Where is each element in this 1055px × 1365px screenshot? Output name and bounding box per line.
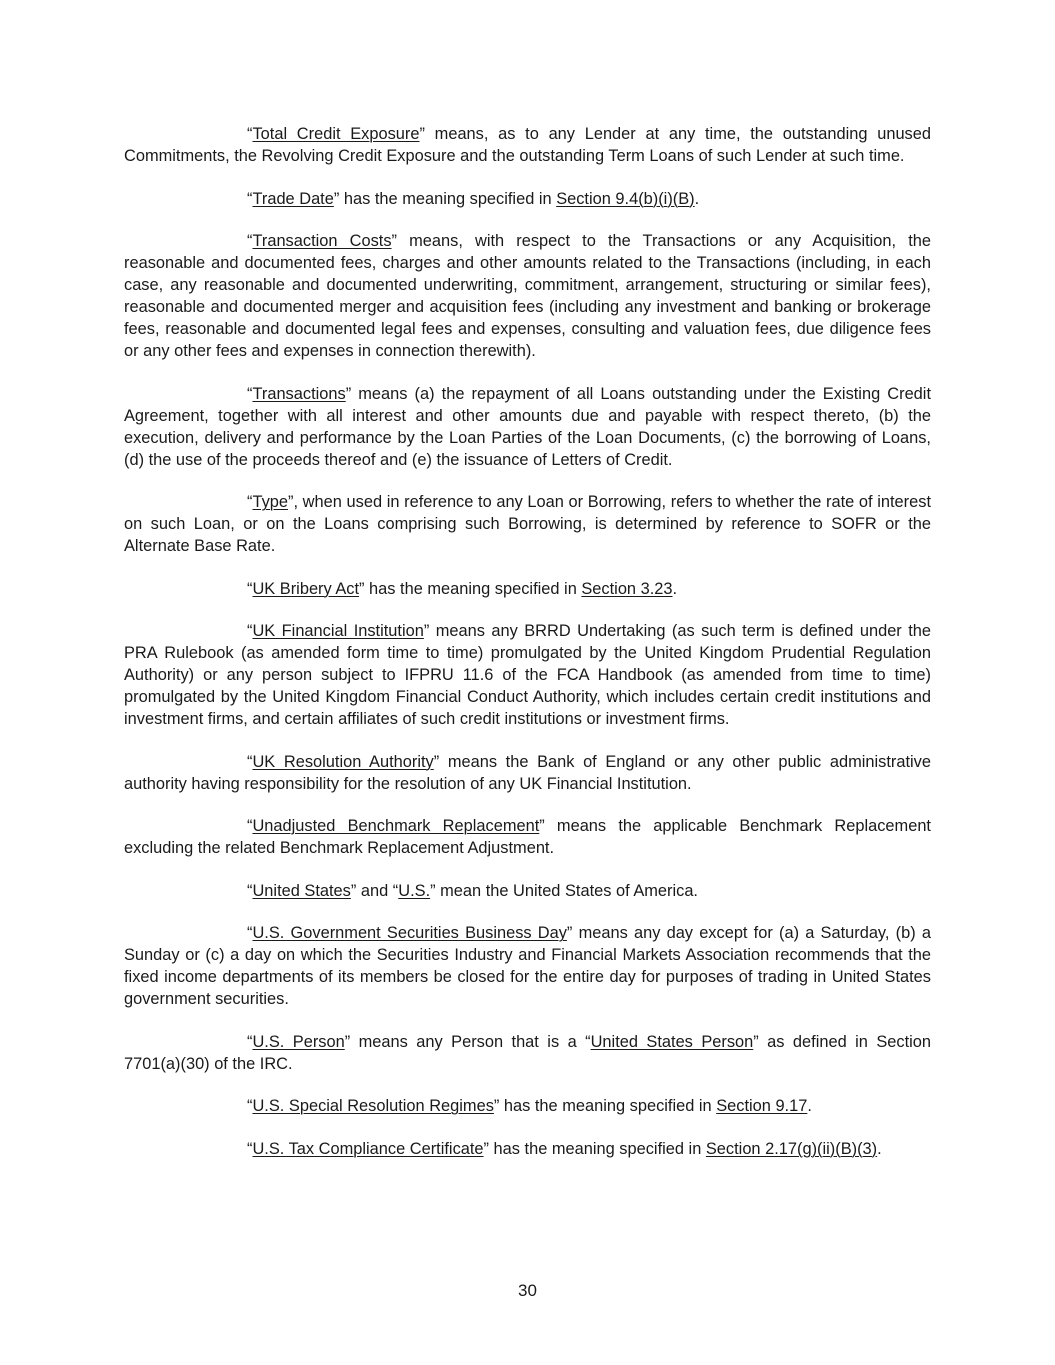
cross-reference: United States Person — [590, 1032, 754, 1051]
definition-text: ” as defined in Section 7701(a)(30) of the IRC. — [124, 1032, 932, 1073]
definition-paragraph — [124, 620, 931, 730]
definition-text: “ — [247, 752, 253, 771]
defined-term: U.S. Government Securities Business Day — [252, 924, 567, 942]
definition-text: ” has the meaning specified in — [493, 1097, 717, 1115]
page-number: 30 — [518, 1281, 537, 1300]
cross-reference: U.S. — [398, 881, 431, 900]
definition-paragraph — [124, 188, 931, 210]
definition-text: “ — [247, 1139, 253, 1158]
definition-text: “ — [247, 1097, 253, 1115]
definition-text: ” means, as to any Lender at any time, the outstanding unused Commitments, the Revolving Credit Exposure and the outstanding Term Loans of such Lender at such time. — [124, 125, 931, 165]
definition-paragraph — [124, 1095, 931, 1117]
cross-reference: Section 3.23 — [581, 579, 673, 598]
definition-text: ” has the meaning specified in — [333, 189, 557, 208]
definition-paragraph — [124, 815, 931, 859]
definition-text: ” and “ — [350, 881, 399, 900]
definition-paragraph — [124, 1138, 931, 1160]
definition-text: ” means, with respect to the Transactions or any Acquisition, the reasonable and documented fees, charges and other amounts related to the Transactions (including, in each case, any reasonable and documented underwriting, commitment, arrangement, structuring or similar fees), reasonable and documented merger and acquisition fees (including any investment and banking or brokerage fees, reasonable and documented legal fees and expenses, consulting and valuation fees, due diligence fees or any other fees and expenses in connection therewith). — [124, 232, 931, 360]
defined-term: United States — [252, 881, 351, 900]
defined-term: Unadjusted Benchmark Replacement — [252, 817, 540, 835]
definition-text: ” means any day except for (a) a Saturday, (b) a Sunday or (c) a day on which the Securities Industry and Financial Markets Association recommends that the fixed income departments of its members be closed for the entire day for purposes of trading in United States government securities. — [124, 924, 931, 1008]
definition-text: ” has the meaning specified in — [359, 579, 582, 598]
defined-term: Transaction Costs — [252, 232, 392, 250]
definition-text: “ — [247, 881, 253, 900]
definition-text: ” means any Person that is a “ — [344, 1032, 591, 1051]
definition-text: “ — [247, 189, 253, 208]
definition-paragraph — [124, 383, 931, 471]
document-body — [124, 123, 931, 1180]
definition-text: “ — [247, 493, 253, 511]
definition-text: . — [877, 1139, 882, 1158]
definition-text: ” means (a) the repayment of all Loans outstanding under the Existing Credit Agreement, together with all interest and other amounts due and payable with respect thereto, (b) the execution, delivery and performance by the Loan Parties of the Loan Documents, (c) the borrowing of Loans, (d) the use of the proceeds thereof and (e) the issuance of Letters of Credit. — [124, 384, 931, 469]
definition-text: “ — [247, 817, 253, 835]
defined-term: UK Resolution Authority — [252, 752, 434, 771]
cross-reference: Section 2.17(g)(ii)(B)(3) — [705, 1139, 878, 1158]
definition-paragraph — [124, 578, 931, 600]
definition-text: ”, when used in reference to any Loan or Borrowing, refers to whether the rate of interest on such Loan, or on the Loans comprising such Borrowing, is determined by reference to SOFR or the Alternate Base Rate. — [124, 493, 931, 555]
definition-text: “ — [247, 232, 253, 250]
definition-text: “ — [247, 1032, 253, 1051]
definition-text: “ — [247, 125, 253, 143]
defined-term: Transactions — [252, 384, 346, 403]
defined-term: UK Bribery Act — [252, 579, 360, 598]
defined-term: U.S. Tax Compliance Certificate — [252, 1139, 484, 1158]
defined-term: UK Financial Institution — [252, 622, 424, 640]
definition-text: ” means the applicable Benchmark Replacement excluding the related Benchmark Replacement Adjustment. — [124, 817, 931, 857]
defined-term: Trade Date — [252, 189, 334, 208]
definition-paragraph — [124, 751, 931, 795]
definition-paragraph — [124, 230, 931, 362]
defined-term: Total Credit Exposure — [252, 125, 420, 143]
definition-text: ” means the Bank of England or any other public administrative authority having responsibility for the resolution of any UK Financial Institution. — [124, 752, 931, 793]
definition-paragraph — [124, 491, 931, 557]
definition-paragraph — [124, 922, 931, 1010]
definition-text: . — [672, 579, 678, 598]
definition-text: ” has the meaning specified in — [483, 1139, 706, 1158]
definition-text: ” means any BRRD Undertaking (as such term is defined under the PRA Rulebook (as amended form time to time) promulgated by the United Kingdom Prudential Regulation Authority) or any person subject to IFPRU 11.6 of the FCA Handbook (as amended from time to time) promulgated by the United Kingdom Financial Conduct Authority, which includes certain credit institutions and investment firms, and certain affiliates of such credit institutions or investment firms. — [124, 622, 931, 728]
cross-reference: Section 9.4(b)(i)(B) — [556, 189, 695, 208]
defined-term: Type — [252, 493, 289, 511]
defined-term: U.S. Special Resolution Regimes — [252, 1097, 494, 1115]
definition-paragraph — [124, 1031, 931, 1075]
definition-text: “ — [247, 384, 253, 403]
definition-text: “ — [247, 622, 253, 640]
definition-paragraph — [124, 880, 931, 902]
defined-term: U.S. Person — [252, 1032, 345, 1051]
cross-reference: Section 9.17 — [716, 1097, 808, 1115]
definition-paragraph — [124, 123, 931, 167]
definition-text: “ — [247, 924, 253, 942]
definition-text: . — [807, 1097, 812, 1115]
definition-text: “ — [247, 579, 253, 598]
definition-text: . — [694, 189, 700, 208]
definition-text: ” mean the United States of America. — [430, 881, 698, 900]
